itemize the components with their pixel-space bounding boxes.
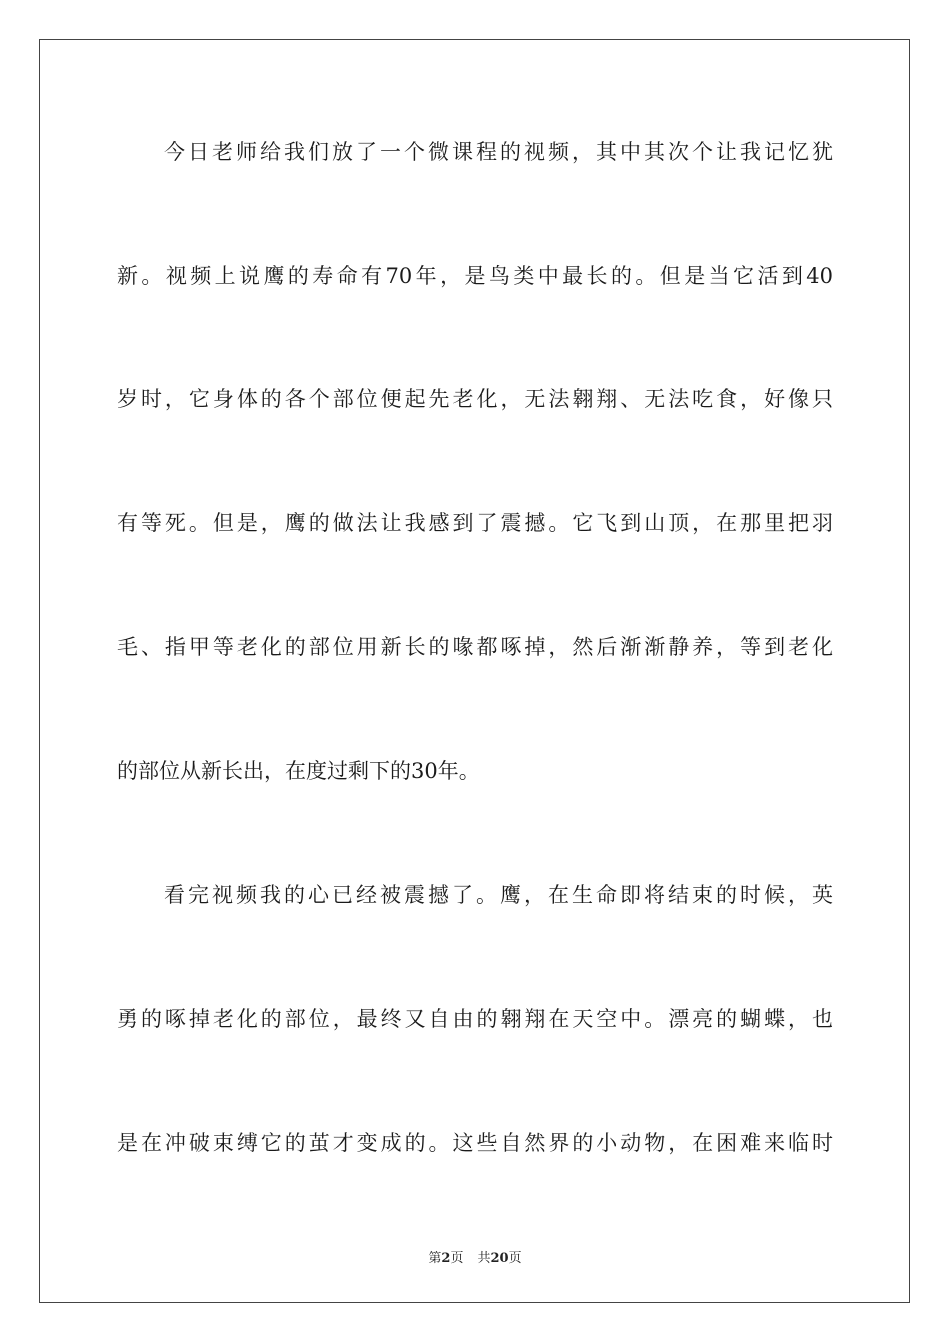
paragraph-2-line-2: 勇的啄掉老化的部位，最终又自由的翱翔在天空中。漂亮的蝴蝶，也 [117, 1007, 833, 1031]
page-frame [39, 39, 910, 1303]
page-suffix: 页 [450, 1251, 464, 1266]
paragraph-1-line-4: 有等死。但是，鹰的做法让我感到了震撼。它飞到山顶，在那里把羽 [117, 511, 833, 535]
paragraph-1-line-6: 的部位从新长出，在度过剩下的30年。 [117, 759, 480, 783]
paragraph-1-line-1: 今日老师给我们放了一个微课程的视频，其中其次个让我记忆犹 [164, 140, 833, 164]
paragraph-2-line-1: 看完视频我的心已经被震撼了。鹰，在生命即将结束的时候，英 [164, 883, 833, 907]
page-prefix: 第 [428, 1251, 442, 1266]
paragraph-1-line-3: 岁时，它身体的各个部位便起先老化，无法翱翔、无法吃食，好像只 [117, 387, 833, 411]
paragraph-1-line-2: 新。视频上说鹰的寿命有70年，是鸟类中最长的。但是当它活到40 [117, 264, 833, 288]
total-prefix: 共 [477, 1251, 491, 1266]
page-number: 2 [441, 1251, 451, 1266]
total-pages: 20 [490, 1251, 509, 1266]
paragraph-2-line-3: 是在冲破束缚它的茧才变成的。这些自然界的小动物，在困难来临时 [117, 1131, 833, 1155]
paragraph-1-line-5: 毛、指甲等老化的部位用新长的喙都啄掉，然后渐渐静养，等到老化 [117, 635, 833, 659]
page-footer [0, 1247, 950, 1266]
total-suffix: 页 [508, 1251, 522, 1266]
